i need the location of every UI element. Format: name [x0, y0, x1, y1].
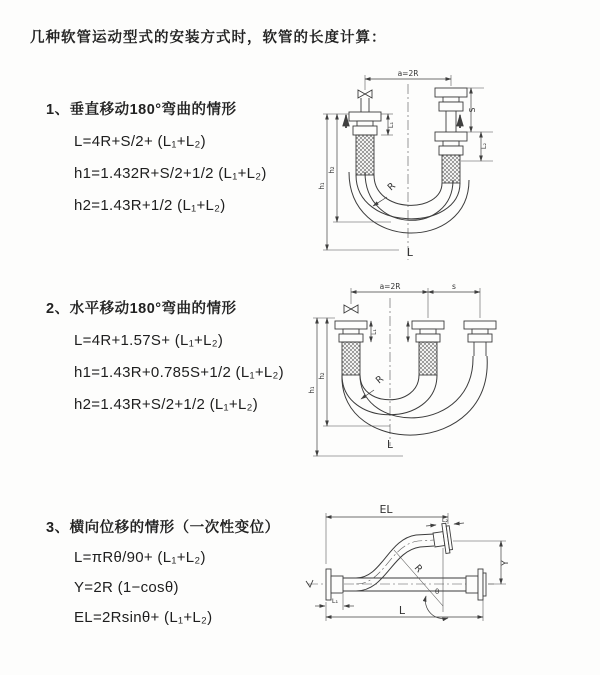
dim-label-a2r: a=2R — [397, 69, 419, 78]
valve-icon — [358, 90, 372, 98]
diagram-lateral-displacement — [298, 498, 598, 658]
dim-label-l1: L₁ — [371, 329, 378, 335]
section-3-formulas — [74, 543, 212, 633]
angle-label: θ — [435, 588, 440, 596]
page-title: 几种软管运动型式的安装方式时，软管的长度计算： — [30, 30, 387, 46]
right-flange — [466, 569, 486, 600]
formula: h1=1.43R+0.785S+1/2 (L₁+L₂) — [74, 364, 284, 381]
radius-label: R — [373, 373, 386, 387]
formula: h1=1.432R+S/2+1/2 (L₁+L₂) — [74, 165, 267, 182]
section-1-formulas — [74, 126, 267, 222]
hose-straight — [343, 578, 466, 591]
dim-label-h2: h₂ — [328, 166, 336, 174]
right-pipe-fitting — [435, 88, 467, 183]
left-pipe-fitting — [335, 321, 367, 375]
dim-label-h1: h₁ — [318, 182, 326, 190]
formula: Y=2R (1−cosθ) — [74, 579, 179, 596]
right-pipe-fitting-moved — [464, 321, 496, 356]
section-2-formulas — [74, 325, 284, 421]
dim-label-a2r: a=2R — [379, 282, 401, 291]
dim-label-l2: L₂ — [480, 142, 488, 150]
dim-label-y: Y — [501, 560, 511, 566]
left-pipe-fitting — [349, 98, 381, 175]
hose-u-bends — [342, 356, 487, 435]
formula: h2=1.43R+1/2 (L₁+L₂) — [74, 197, 226, 214]
formula: EL=2Rsinθ+ (L₁+L₂) — [74, 609, 213, 626]
dim-label-s: s — [452, 282, 456, 291]
dim-label-el: EL — [379, 503, 393, 516]
middle-pipe-fitting — [412, 321, 444, 375]
left-flange — [326, 569, 343, 600]
dim-label-h1: h₁ — [308, 386, 316, 394]
section-1-heading: 1、垂直移动180°弯曲的情形 — [46, 102, 237, 118]
formula: L=πRθ/90+ (L₁+L₂) — [74, 549, 206, 566]
diagram-vertical-180 — [303, 64, 598, 264]
section-3-heading: 3、横向位移的情形（一次性变位） — [46, 520, 280, 536]
section-2-heading: 2、水平移动180°弯曲的情形 — [46, 301, 237, 317]
formula: h2=1.43R+S/2+1/2 (L₁+L₂) — [74, 396, 259, 413]
formula: L=4R+S/2+ (L₁+L₂) — [74, 133, 206, 150]
dim-label-l1: L₁ — [331, 597, 339, 605]
radius-label: R — [385, 180, 398, 194]
dim-label-l1: L₁ — [387, 121, 395, 129]
formula: L=4R+1.57S+ (L₁+L₂) — [74, 332, 224, 349]
dim-label-h2: h₂ — [318, 372, 326, 380]
upper-flange — [432, 523, 453, 555]
length-label: L — [398, 604, 406, 617]
length-label: L — [407, 247, 413, 259]
radius-label: R — [411, 562, 425, 575]
length-label: L — [387, 439, 393, 451]
break-mark — [306, 580, 313, 587]
diagram-horizontal-180 — [303, 278, 598, 463]
dim-label-l2: L₂ — [441, 516, 449, 524]
dim-label-s: S — [468, 107, 477, 113]
valve-icon — [344, 305, 358, 313]
